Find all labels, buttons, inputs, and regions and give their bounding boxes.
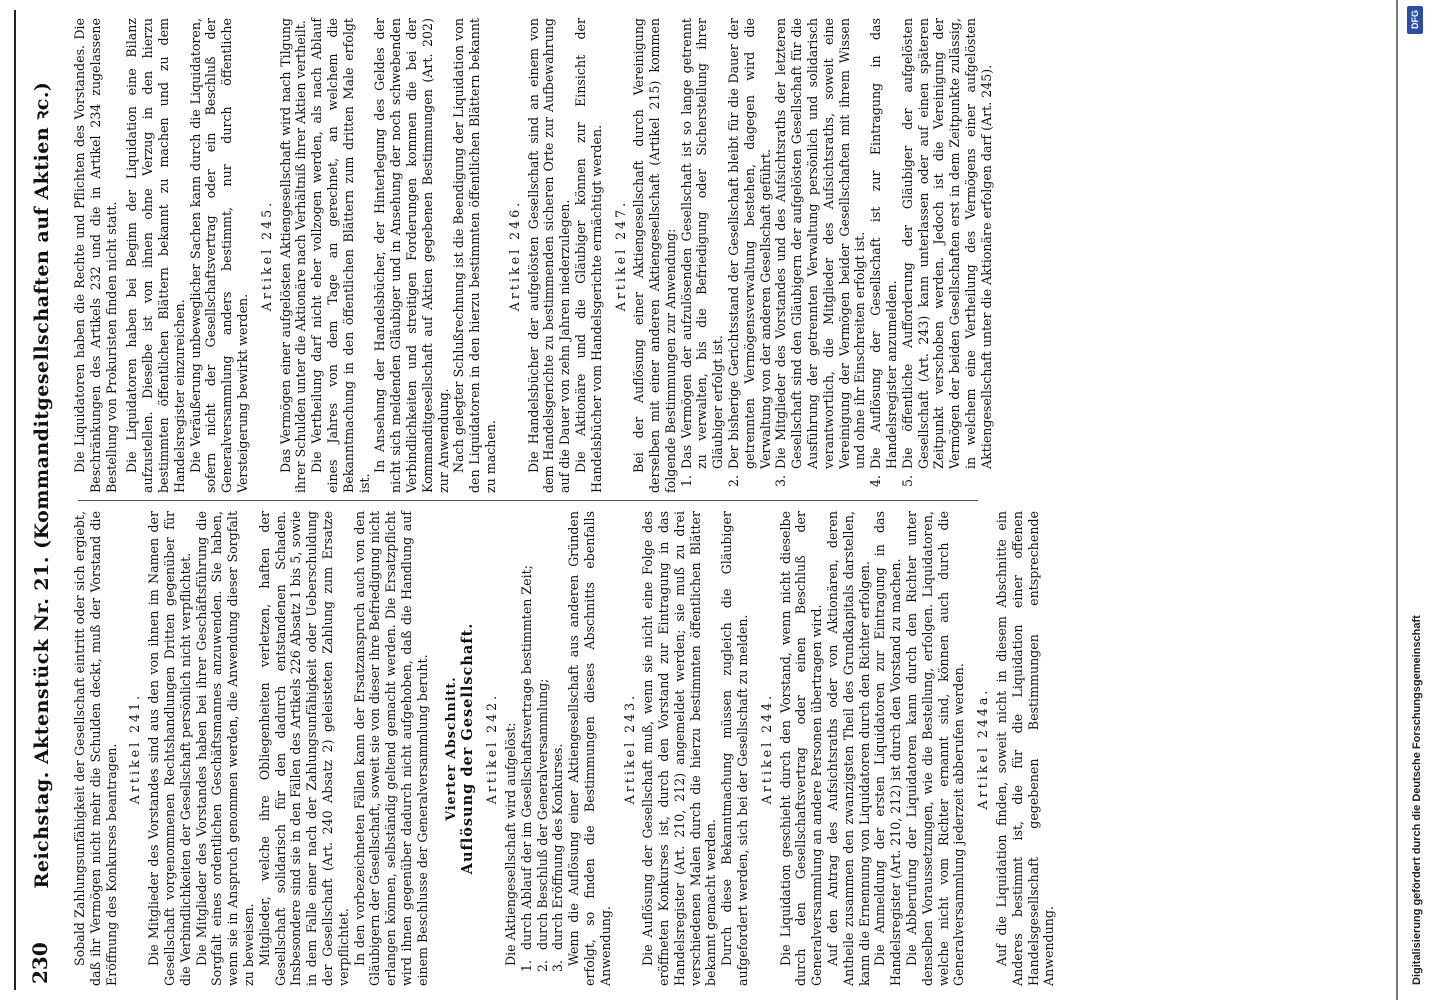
list-item xyxy=(900,18,995,493)
list-number: 1. xyxy=(678,474,694,487)
paragraph: Auf die Liquidation finden, soweit nicht in diesem Abschnitte ein Anderes bestimmt ist, die für die Liquidation einer offenen Handelsgesellschaft gegebenen Bestimmungen entsprechende Anwendung. xyxy=(994,511,1057,986)
paragraph: Die Mitglieder des Vorstandes sind aus den von ihnen im Namen der Gesellschaft vorgenommenen Rechtshandlungen Dritten gegenüber für die Verbindlichkeiten der Gesellschaft persönlich nicht verpflichtet. xyxy=(146,511,193,986)
list-item xyxy=(726,18,773,493)
paragraph: In Ansehung der Handelsbücher, der Hinterlegung des Geldes der nicht sich meldenden Gläubiger und in Ansehung der noch schwebenden Verbindlichkeiten und streitigen Forderungen kommen die bei der Kommanditgesellschaft auf Aktien gegebenen Bestimmungen (Art. 202) zur Anwendung. xyxy=(372,18,451,493)
article-241-heading: Artikel 241. xyxy=(127,692,143,805)
article-244-heading: Artikel 244. xyxy=(758,692,774,805)
list-number: 3. xyxy=(773,474,789,487)
list-text: Das Vermögen der aufzulösenden Gesellschaft ist so lange getrennt zu verwalten, bis die Befriedigung oder Sicherstellung ihrer Gläubiger erfolgt ist. xyxy=(678,18,726,469)
paragraph: Die Veräußerung unbeweglicher Sachen kann durch die Liquidatoren, sofern nicht der Gesellschaftsvertrag oder ein Beschluß der Generalversammlung anders bestimmt, nur durch öffentliche Versteigerung bewirkt werden. xyxy=(187,18,250,493)
dfg-logo-text: DFG xyxy=(1410,10,1420,29)
dfg-logo xyxy=(1407,6,1423,34)
paragraph: Durch diese Bekanntmachung müssen zugleich die Gläubiger aufgefordert werden, sich bei der Gesellschaft zu melden. xyxy=(719,511,751,986)
watermark-text: Digitalisierung gefördert durch die Deutsche Forschungsgemeinschaft xyxy=(1411,615,1423,985)
paragraph: Die Aktiengesellschaft wird aufgelöst: xyxy=(502,722,518,966)
list-item xyxy=(519,511,535,986)
paragraph: Die Vertheilung darf nicht eher vollzogen werden, als nach Ablauf eines Jahres von dem Tage an gerechnet, an welchem die Bekanntmachung in den öffentlichen Blättern zum dritten Male erfolgt ist. xyxy=(309,18,372,493)
paragraph: Mitglieder, welche ihre Obliegenheiten verletzen, haften der Gesellschaft solidarisch für den dadurch entstandenen Schaden. Insbesondere sind sie in den Fällen des Artikels 226 Absatz 1 bis 5, sowie in dem Falle einer nach der Zahlungsunfähigkeit oder Ueberschuldung der Gesellschaft (Art. 240 Absatz 2) geleisteten Zahlung zum Ersatze verpflichtet. xyxy=(256,511,351,986)
list-item xyxy=(868,18,900,493)
list-text: Die Mitglieder des Vorstandes und des Aufsichtsraths der letzteren Gesellschaft sind den Gläubigern der aufgelösten Gesellschaft für die Ausführung der getrennten Verwaltung persönlich und solidarisch verantwortlich, die Mitglieder des Aufsichtsraths, soweit eine Vereinigung der Vermögen beider Gesellschaften mit ihrem Wissen und ohne ihr Einschreiten erfolgt ist. xyxy=(773,18,868,469)
paragraph: Sobald Zahlungsunfähigkeit der Gesellschaft eintritt oder sich ergiebt, daß ihr Vermögen nicht mehr die Schulden deckt, muß der Vorstand die Eröffnung des Konkurses beantragen. xyxy=(72,511,119,986)
article-246-heading: Artikel 246. xyxy=(506,199,522,312)
paragraph: Das Vermögen einer aufgelösten Aktiengesellschaft wird nach Tilgung ihrer Schulden unter die Aktionäre nach Verhältniß ihrer Aktien vertheilt. xyxy=(277,18,309,493)
article-243-heading: Artikel 243. xyxy=(621,692,637,805)
right-column xyxy=(72,18,995,493)
column-divider xyxy=(78,500,978,501)
list-number: 1. xyxy=(518,959,534,972)
list-text: durch Ablauf der im Gesellschaftsvertrage bestimmten Zeit; xyxy=(518,565,534,950)
article-244a-heading: Artikel 244a. xyxy=(975,687,991,810)
list-text: Die Auflösung der Gesellschaft ist zur Eintragung in das Handelsregister anzumelden. xyxy=(868,18,900,469)
page-header xyxy=(28,10,62,990)
list-number: 4. xyxy=(868,474,884,487)
paragraph: Auf den Antrag des Aufsichtsraths oder von Aktionären, deren Antheile zusammen den zwanzigsten Theil des Grundkapitals darstellen, kann die Ernennung von Liquidatoren durch den Richter erfolgen. xyxy=(825,511,872,986)
document-page xyxy=(14,10,1371,990)
list-item xyxy=(535,511,551,986)
list-text: Die öffentliche Aufforderung der Gläubiger der aufgelösten Gesellschaft (Art. 243) kann unterlassen oder auf einen späteren Zeitpunkt verschoben werden. Jedoch ist die Vereinigung der Vermögen der beiden Gesellschaften erst in dem Zeitpunkte zulässig, in welchem eine Vertheilung des Vermögens einer aufgelösten Aktiengesellschaft unter die Aktionäre erfolgen darf (Art. 245). xyxy=(899,18,994,469)
article-242-heading: Artikel 242. xyxy=(484,692,500,805)
list-text: durch Eröffnung des Konkurses. xyxy=(550,743,566,950)
list-item xyxy=(550,511,566,986)
section-number: Vierter Abschnitt. xyxy=(442,676,458,821)
paragraph: Die Aktionäre und die Gläubiger können zur Einsicht der Handelsbücher vom Handelsgerichte ermächtigt werden. xyxy=(572,18,604,493)
left-column xyxy=(72,511,1057,986)
list-text: Der bisherige Gerichtsstand der Gesellschaft bleibt für die Dauer der getrennten Vermögensverwaltung bestehen, dagegen wird die Verwaltung von der anderen Gesellschaft geführt. xyxy=(726,18,773,469)
article-245-heading: Artikel 245. xyxy=(258,199,274,312)
paragraph: Die Anmeldung der ersten Liquidatoren zur Eintragung in das Handelsregister (Art. 210, 212) ist durch den Vorstand zu machen. xyxy=(872,511,904,986)
article-247-heading: Artikel 247. xyxy=(612,199,628,312)
digitization-watermark xyxy=(1396,0,1432,1000)
section-title: Auflösung der Gesellschaft. xyxy=(459,622,477,875)
paragraph: Die Mitglieder des Vorstandes haben bei ihrer Geschäftsführung die Sorgfalt eines ordentlichen Geschäftsmannes anzuwenden. Sie haben, wenn sie in Anspruch genommen werden, die Anwendung dieser Sorgfalt zu beweisen. xyxy=(193,511,256,986)
list-number: 3. xyxy=(550,959,566,972)
page-number: 230 xyxy=(28,942,52,984)
list-number: 2. xyxy=(726,474,742,487)
list-item xyxy=(679,18,726,493)
paragraph: Die Liquidatoren haben bei Beginn der Liquidation eine Bilanz aufzustellen. Dieselbe ist von ihnen ohne Verzug in den hierzu bestimmten öffentlichen Blättern bekannt zu machen und zu dem Handelsregister einzureichen. xyxy=(124,18,187,493)
paragraph: Bei der Auflösung einer Aktiengesellschaft durch Vereinigung derselben mit einer anderen Aktiengesellschaft (Artikel 215) kommen folgende Bestimmungen zur Anwendung: xyxy=(631,18,678,493)
paragraph: Nach gelegter Schlußrechnung ist die Beendigung der Liquidation von den Liquidatoren in den hierzu bestimmten öffentlichen Blättern bekannt zu machen. xyxy=(451,18,498,493)
paragraph: In den vorbezeichneten Fällen kann der Ersatzanspruch auch von den Gläubigern der Gesellschaft, soweit sie von dieser ihre Befriedigung nicht erlangen können, selbständig geltend gemacht werden. Die Ersatzpflicht wird ihnen gegenüber dadurch nicht aufgehoben, daß die Handlung auf einem Beschlusse der Generalversammlung beruht. xyxy=(351,511,430,986)
paragraph: Die Handelsbücher der aufgelösten Gesellschaft sind an einem von dem Handelsgerichte zu bestimmenden sicheren Orte zur Aufbewahrung auf die Dauer von zehn Jahren niederzulegen. xyxy=(525,18,573,493)
paragraph: Die Auflösung der Gesellschaft muß, wenn sie nicht eine Folge des eröffneten Konkurses ist, durch den Vorstand zur Eintragung in das Handelsregister (Art. 210, 212) angemeldet werden; sie muß zu drei verschiedenen Malen durch die hierzu bestimmten öffentlichen Blätter bekannt gemacht werden. xyxy=(640,511,719,986)
list-item xyxy=(773,18,868,493)
paragraph: Die Liquidatoren haben die Rechte und Pflichten des Vorstandes. Die Beschränkungen des Artikels 232 und die in Artikel 234 zugelassene Bestellung von Prokuristen finden nicht statt. xyxy=(72,18,119,493)
paragraph: Die Abberufung der Liquidatoren kann durch den Richter unter denselben Voraussetzungen, wie die Bestellung, erfolgen. Liquidatoren, welche nicht vom Richter ernannt sind, können auch durch die Generalversammlung jederzeit abberufen werden. xyxy=(904,511,967,986)
list-number: 2. xyxy=(534,959,550,972)
running-title: Reichstag. Aktenstück Nr. 21. (Kommanditgesellschaften auf Aktien ꝛc.) xyxy=(31,81,53,889)
list-text: durch Beschluß der Generalversammlung; xyxy=(534,678,550,950)
paragraph: Die Liquidation geschieht durch den Vorstand, wenn nicht dieselbe durch den Gesellschaftsvertrag oder einen Beschluß der Generalversammlung an andere Personen übertragen wird. xyxy=(777,511,825,986)
list-number: 5. xyxy=(899,474,915,487)
paragraph: Wenn die Auflösung einer Aktiengesellschaft aus anderen Gründen erfolgt, so finden die Bestimmungen dieses Abschnitts ebenfalls Anwendung. xyxy=(566,511,613,986)
